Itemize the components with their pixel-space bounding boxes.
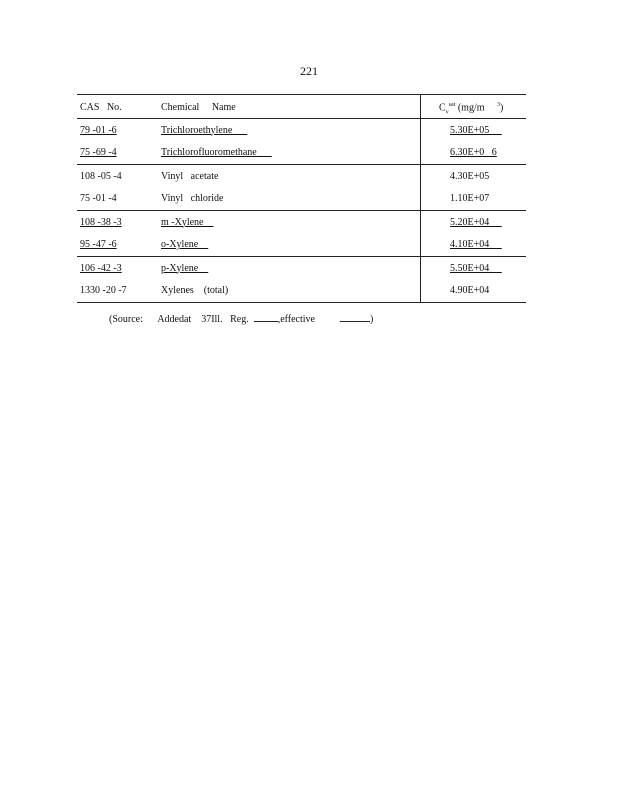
- cv-sat-value: 4.30E+05: [450, 170, 490, 182]
- chemical-name: Trichlorofluoromethane: [161, 147, 272, 158]
- table-row: [77, 256, 526, 280]
- cas-number: 108 -05 -4: [80, 170, 122, 182]
- table-row: [77, 210, 526, 234]
- cv-sat-value: 6.30E+0 6: [450, 147, 497, 158]
- cv-sat-value: 4.90E+04: [450, 285, 490, 296]
- chemical-name: Vinyl acetate: [161, 170, 219, 182]
- blank-line: [254, 312, 278, 322]
- blank-line: [340, 312, 370, 322]
- cv-sat-value: 5.20E+04: [450, 216, 502, 228]
- cv-sat-value: 1.10E+07: [450, 193, 490, 204]
- cas-number: 106 -42 -3: [80, 262, 122, 274]
- table-header-row: [77, 95, 526, 118]
- chemical-name: p-Xylene: [161, 262, 209, 274]
- cv-sat-value: 5.50E+04: [450, 262, 502, 274]
- chemical-name: Vinyl chloride: [161, 193, 224, 204]
- cas-number: 108 -38 -3: [80, 216, 122, 228]
- header-cas-no: CAS No.: [80, 102, 122, 113]
- header-cv-sat: $C_v^{sat}$ (mg/m $^3$): [439, 102, 504, 116]
- table-row: [77, 187, 526, 210]
- saturation-concentration-table: [77, 94, 526, 303]
- chemical-name: m -Xylene: [161, 216, 214, 228]
- cas-number: 1330 -20 -7: [80, 285, 127, 296]
- header-chemical-name: Chemical Name: [161, 102, 236, 113]
- cas-number: 75 -01 -4: [80, 193, 117, 204]
- table-row: [77, 279, 526, 302]
- cas-number: 79 -01 -6: [80, 124, 117, 136]
- table-row: [77, 141, 526, 164]
- cv-sat-value: 4.10E+04: [450, 239, 502, 250]
- cas-number: 95 -47 -6: [80, 239, 117, 250]
- table-row: [77, 164, 526, 188]
- chemical-name: o-Xylene: [161, 239, 209, 250]
- page-number: 221: [300, 64, 318, 78]
- table-row: [77, 233, 526, 256]
- cas-number: 75 -69 -4: [80, 147, 117, 158]
- chemical-name: Xylenes (total): [161, 285, 229, 296]
- table-row: [77, 118, 526, 142]
- source-note: (Source: Addedat 37Ill. Reg. ,effective ): [109, 314, 374, 325]
- chemical-name: Trichloroethylene: [161, 124, 248, 136]
- cv-sat-value: 5.30E+05: [450, 124, 502, 136]
